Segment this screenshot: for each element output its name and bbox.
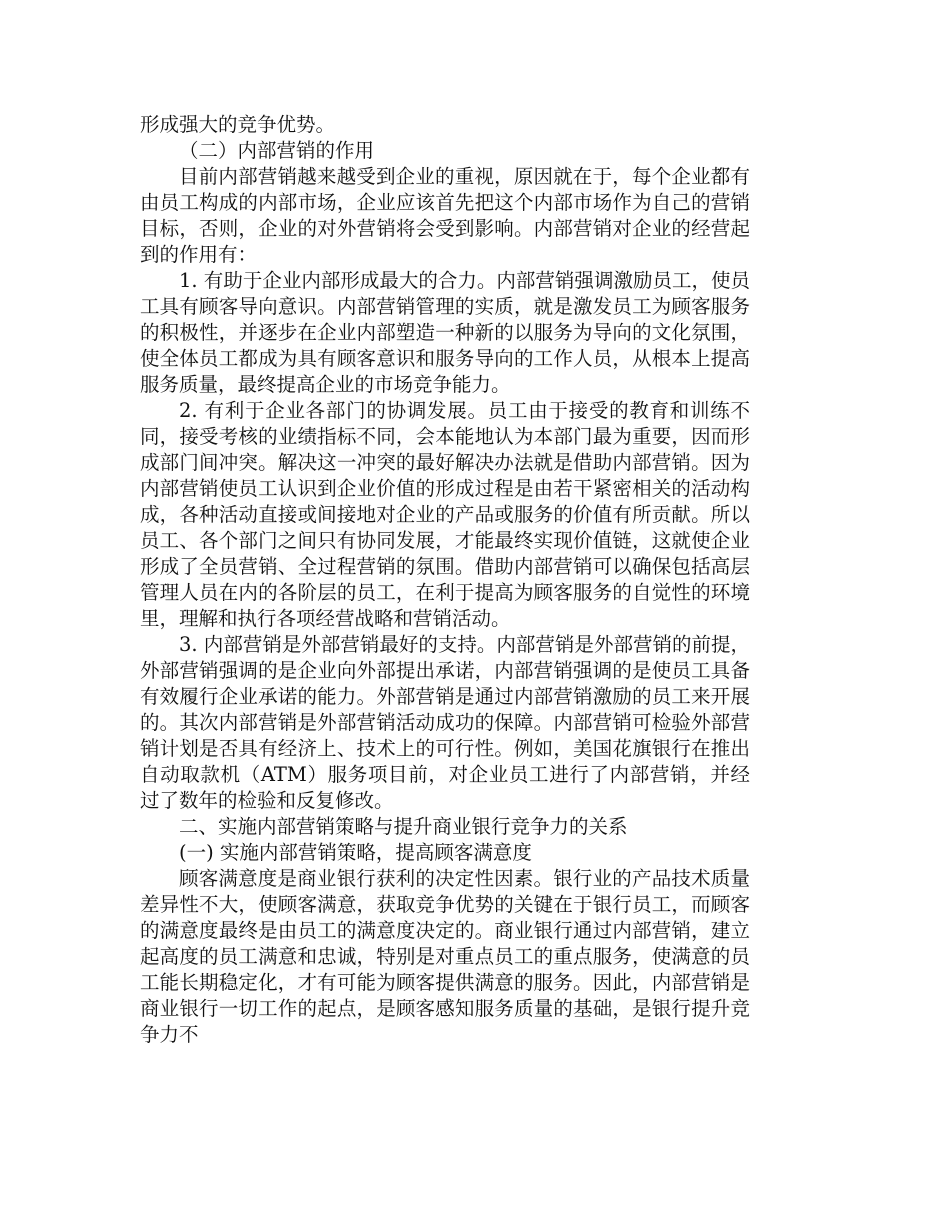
paragraph-point-3: 3. 内部营销是外部营销最好的支持。内部营销是外部营销的前提，外部营销强调的是企业向外部提出承诺，内部营销强调的是使员工具备有效履行企业承诺的能力。外部营销是通过内部营销激励的员工来开展的。其次内部营销是外部营销活动成功的保障。内部营销可检验外部营销计划是否具有经济上、技术上的可行性。例如，美国花旗银行在推出自动取款机（ATM）服务项目前，对企业员工进行了内部营销，并经过了数年的检验和反复修改。 <box>140 633 750 812</box>
paragraph-customer-satisfaction: 顾客满意度是商业银行获利的决定性因素。银行业的产品技术质量差异性不大，使顾客满意，获取竞争优势的关键在于银行员工，而顾客的满意度最终是由员工的满意度决定的。商业银行通过内部营销，建立起高度的员工满意和忠诚，特别是对重点员工的重点服务，使满意的员工能长期稳定化，才有可能为顾客提供满意的服务。因此，内部营销是商业银行一切工作的起点，是顾客感知服务质量的基础，是银行提升竞争力不 <box>140 867 750 1046</box>
paragraph-point-1: 1. 有助于企业内部形成最大的合力。内部营销强调激励员工，使员工具有顾客导向意识。内部营销管理的实质，就是激发员工为顾客服务的积极性，并逐步在企业内部塑造一种新的以服务为导向的文化氛围，使全体员工都成为具有顾客意识和服务导向的工作人员，从根本上提高服务质量，最终提高企业的市场竞争能力。 <box>140 269 750 396</box>
paragraph-intro: 目前内部营销越来越受到企业的重视，原因就在于，每个企业都有由员工构成的内部市场，企业应该首先把这个内部市场作为自己的营销目标，否则，企业的对外营销将会受到影响。内部营销对企业的经营起到的作用有： <box>140 165 750 266</box>
section-heading-strategy-relationship: 二、实施内部营销策略与提升商业银行竞争力的关系 <box>179 815 628 838</box>
section-heading-internal-marketing-role: （二）内部营销的作用 <box>179 139 375 162</box>
paragraph-continuation: 形成强大的竞争优势。 <box>140 113 336 136</box>
document-body <box>140 112 750 1048</box>
paragraph-point-2: 2. 有利于企业各部门的协调发展。员工由于接受的教育和训练不同，接受考核的业绩指标不同，会本能地认为本部门最为重要，因而形成部门间冲突。解决这一冲突的最好解决办法就是借助内部营销。因为内部营销使员工认识到企业价值的形成过程是由若干紧密相关的活动构成，各种活动直接或间接地对企业的产品或服务的价值有所贡献。所以员工、各个部门之间只有协同发展，才能最终实现价值链，这就使企业形成了全员营销、全过程营销的氛围。借助内部营销可以确保包括高层管理人员在内的各阶层的员工，在利于提高为顾客服务的自觉性的环境里，理解和执行各项经营战略和营销活动。 <box>140 399 750 630</box>
subsection-heading-customer-satisfaction: (一) 实施内部营销策略，提高顾客满意度 <box>179 841 532 864</box>
